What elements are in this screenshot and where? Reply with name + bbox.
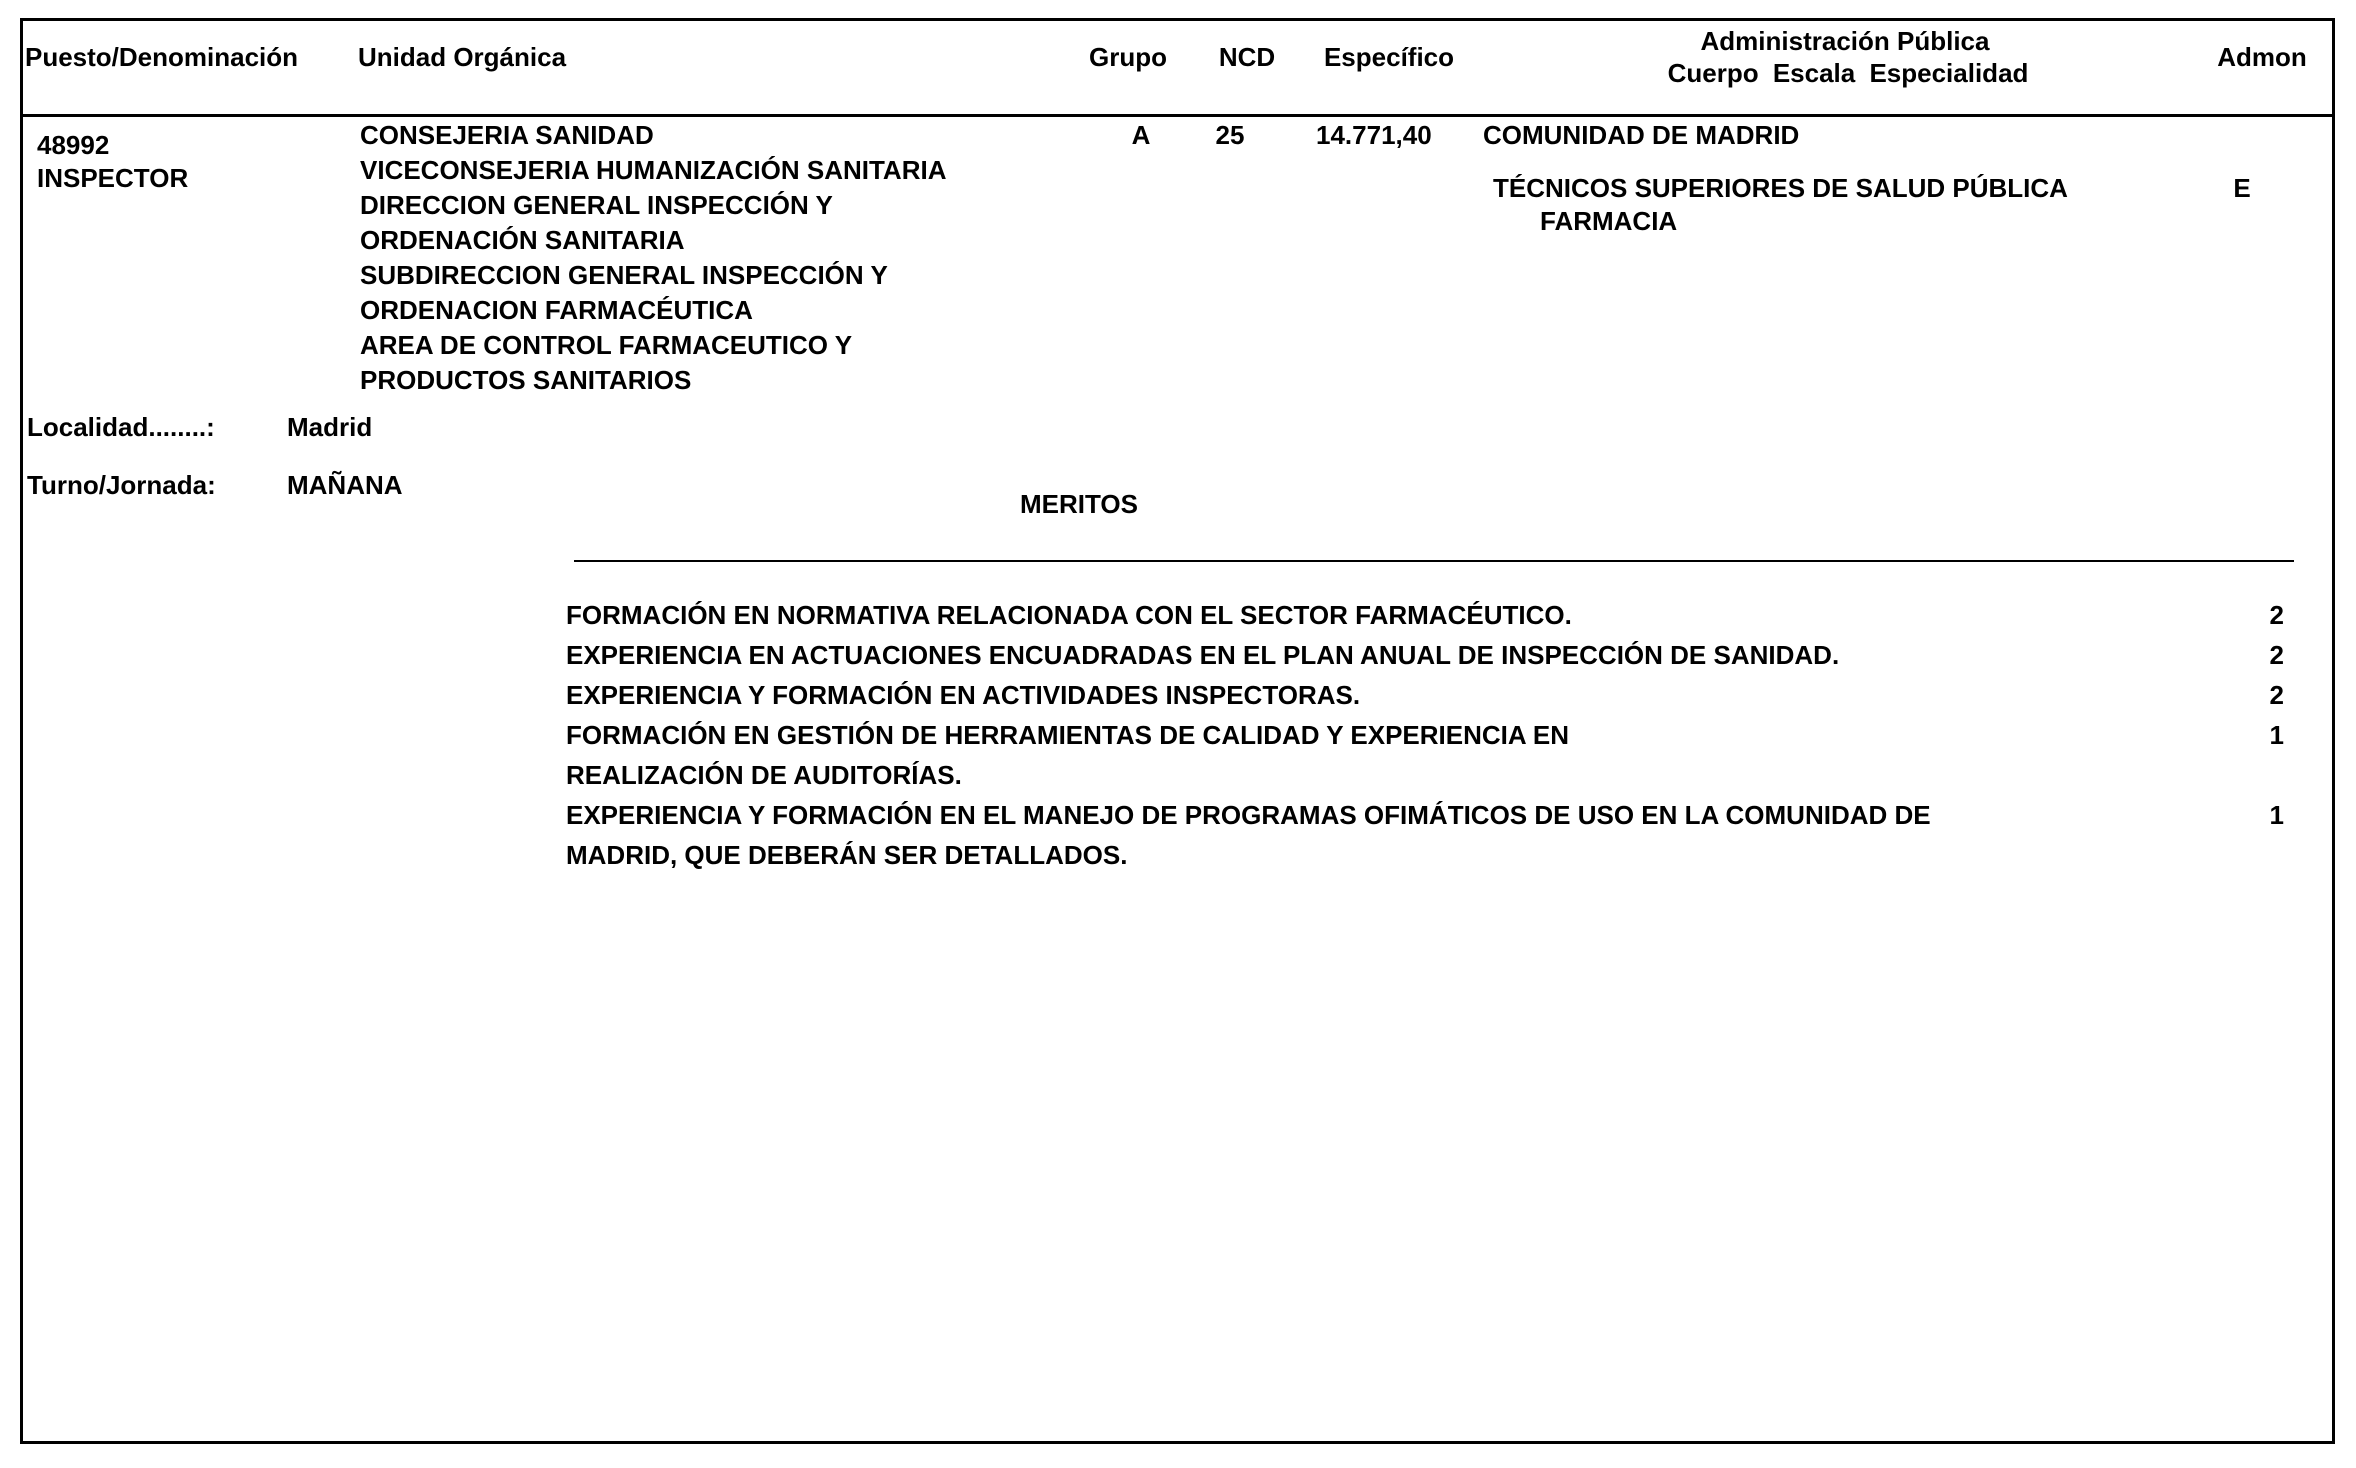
grupo-value: A [1131, 120, 1151, 150]
ncd-value: 25 [1215, 120, 1245, 150]
turno-jornada-value: MAÑANA [287, 470, 403, 500]
localidad-label: Localidad........: [27, 412, 215, 442]
column-header-unidad: Unidad Orgánica [358, 42, 567, 72]
turno-jornada-label: Turno/Jornada: [27, 470, 216, 500]
merito-item-text: FORMACIÓN EN GESTIÓN DE HERRAMIENTAS DE CALIDAD Y EXPERIENCIA EN [566, 720, 1570, 750]
column-header-administracion-publica: Administración Pública [1700, 26, 1990, 56]
column-header-ncd: NCD [1218, 42, 1276, 72]
unidad-organica-line: ORDENACIÓN SANITARIA [360, 225, 685, 255]
puesto-numero: 48992 [37, 130, 110, 160]
header-separator-line [20, 114, 2335, 117]
merito-item-text: EXPERIENCIA EN ACTUACIONES ENCUADRADAS EN EL PLAN ANUAL DE INSPECCIÓN DE SANIDAD. [566, 640, 1840, 670]
cuerpo-value-line1: TÉCNICOS SUPERIORES DE SALUD PÚBLICA [1493, 173, 2068, 203]
merito-item-score: 2 [2269, 680, 2284, 710]
merito-item-text: EXPERIENCIA Y FORMACIÓN EN EL MANEJO DE PROGRAMAS OFIMÁTICOS DE USO EN LA COMUNIDAD DE [566, 800, 1931, 830]
merito-item-text: REALIZACIÓN DE AUDITORÍAS. [566, 760, 962, 790]
merito-item-score: 1 [2269, 800, 2284, 830]
merito-item-text: EXPERIENCIA Y FORMACIÓN EN ACTIVIDADES INSPECTORAS. [566, 680, 1361, 710]
cuerpo-value-line2: FARMACIA [1540, 206, 1678, 236]
merito-item-score: 2 [2269, 600, 2284, 630]
merito-item-text: MADRID, QUE DEBERÁN SER DETALLADOS. [566, 840, 1128, 870]
unidad-organica-line: CONSEJERIA SANIDAD [360, 120, 654, 150]
column-header-puesto: Puesto/Denominación [25, 42, 299, 72]
merito-item-text: FORMACIÓN EN NORMATIVA RELACIONADA CON EL SECTOR FARMACÉUTICO. [566, 600, 1572, 630]
merito-item-score: 2 [2269, 640, 2284, 670]
unidad-organica-line: AREA DE CONTROL FARMACEUTICO Y [360, 330, 853, 360]
localidad-value: Madrid [287, 412, 373, 442]
unidad-organica-line: SUBDIRECCION GENERAL INSPECCIÓN Y [360, 260, 888, 290]
unidad-organica-line: VICECONSEJERIA HUMANIZACIÓN SANITARIA [360, 155, 947, 185]
column-header-cuerpo-escala-especialidad: Cuerpo Escala Especialidad [1667, 58, 2029, 88]
admon-value: E [2233, 173, 2251, 203]
especifico-value: 14.771,40 [1316, 120, 1432, 150]
column-header-especifico: Específico [1323, 42, 1455, 72]
administracion-publica-value: COMUNIDAD DE MADRID [1483, 120, 1800, 150]
column-header-grupo: Grupo [1089, 42, 1167, 72]
merito-item-score: 1 [2269, 720, 2284, 750]
puesto-denominacion: INSPECTOR [37, 163, 189, 193]
meritos-title: MERITOS [1020, 489, 1138, 519]
column-header-admon: Admon [2217, 42, 2307, 72]
unidad-organica-line: ORDENACION FARMACÉUTICA [360, 295, 753, 325]
unidad-organica-line: PRODUCTOS SANITARIOS [360, 365, 692, 395]
unidad-organica-line: DIRECCION GENERAL INSPECCIÓN Y [360, 190, 833, 220]
meritos-separator-line [574, 560, 2294, 562]
